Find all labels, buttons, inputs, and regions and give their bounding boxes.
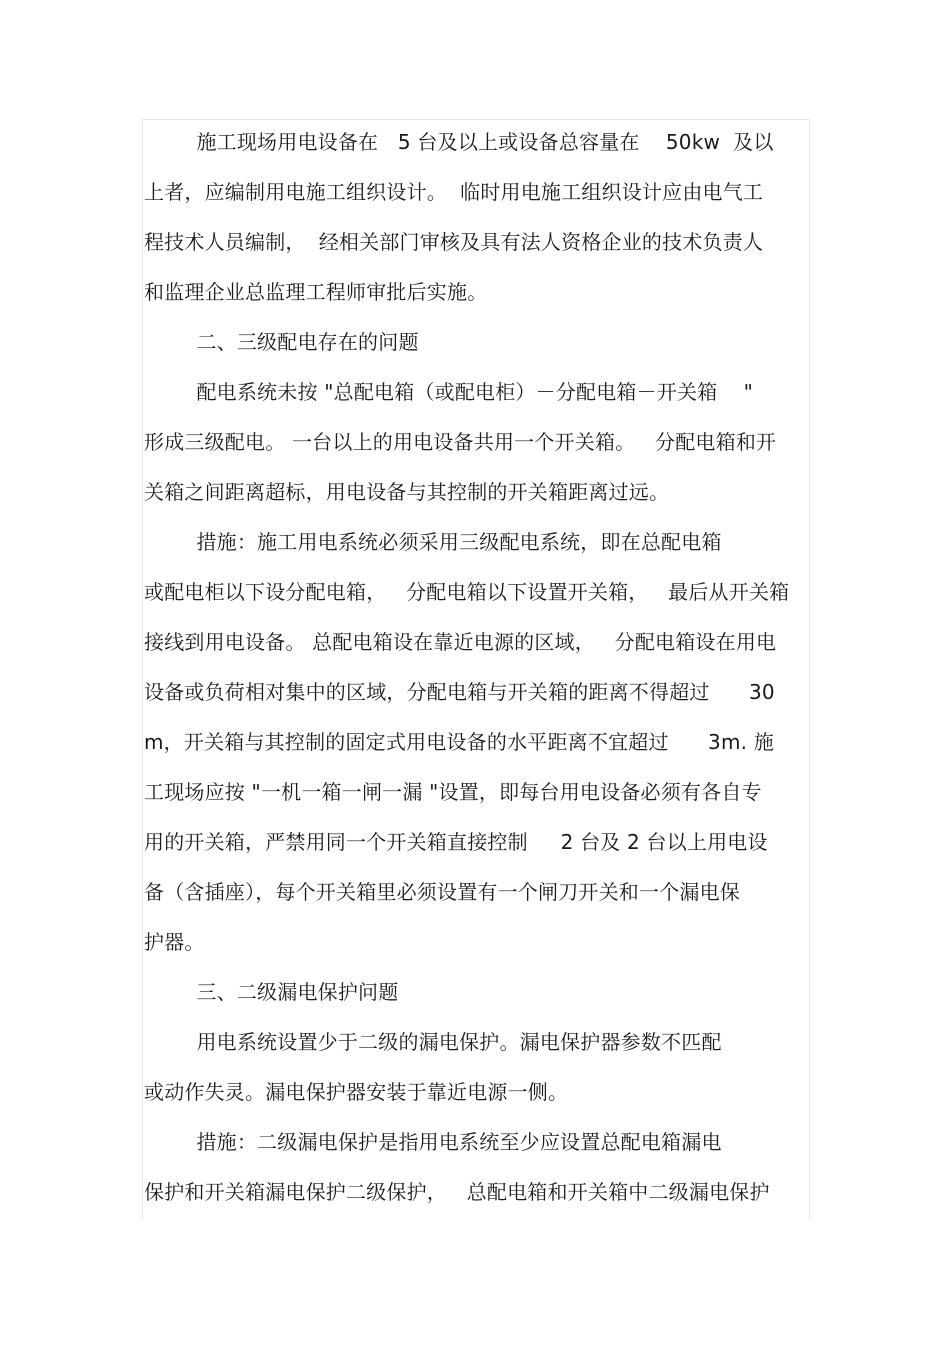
text-line: 工现场应按 "一机一箱一闸一漏 "设置，即每台用电设备必须有各自专 (144, 780, 762, 804)
text-line: 设备或负荷相对集中的区域，分配电箱与开关箱的距离不得超过 30 (144, 680, 775, 704)
text-line: 施工现场用电设备在 5 台及以上或设备总容量在 50kw 及以 (144, 130, 774, 154)
text-line: 和监理企业总监理工程师审批后实施。 (144, 280, 488, 304)
section-heading: 三、二级漏电保护问题 (144, 980, 399, 1004)
text-line: 备（含插座），每个开关箱里必须设置有一个闸刀开关和一个漏电保 (144, 880, 740, 904)
text-line: 保护和开关箱漏电保护二级保护， 总配电箱和开关箱中二级漏电保护 (144, 1180, 770, 1204)
section-heading: 二、三级配电存在的问题 (144, 330, 419, 354)
text-line: 程技术人员编制， 经相关部门审核及具有法人资格企业的技术负责人 (144, 230, 764, 254)
text-line: 接线到用电设备。 总配电箱设在靠近电源的区域， 分配电箱设在用电 (144, 630, 777, 654)
text-line: 或配电柜以下设分配电箱， 分配电箱以下设置开关箱， 最后从开关箱 (144, 580, 790, 604)
text-line: 或动作失灵。漏电保护器安装于靠近电源一侧。 (144, 1080, 569, 1104)
text-line: m，开关箱与其控制的固定式用电设备的水平距离不宜超过 3m. 施 (144, 730, 774, 754)
text-line: 措施：二级漏电保护是指用电系统至少应设置总配电箱漏电 (144, 1130, 722, 1154)
text-line: 配电系统未按 "总配电箱（或配电柜）－分配电箱－开关箱 " (144, 380, 754, 404)
text-line: 上者，应编制用电施工组织设计。 临时用电施工组织设计应由电气工 (144, 180, 764, 204)
text-line: 形成三级配电。 一台以上的用电设备共用一个开关箱。 分配电箱和开 (144, 430, 777, 454)
text-line: 用电系统设置少于二级的漏电保护。漏电保护器参数不匹配 (144, 1030, 722, 1054)
text-line: 措施：施工用电系统必须采用三级配电系统，即在总配电箱 (144, 530, 722, 554)
text-line: 护器。 (144, 930, 205, 954)
text-line: 关箱之间距离超标，用电设备与其控制的开关箱距离过远。 (144, 480, 670, 504)
text-line: 用的开关箱，严禁用同一个开关箱直接控制 2 台及 2 台以上用电设 (144, 830, 768, 854)
